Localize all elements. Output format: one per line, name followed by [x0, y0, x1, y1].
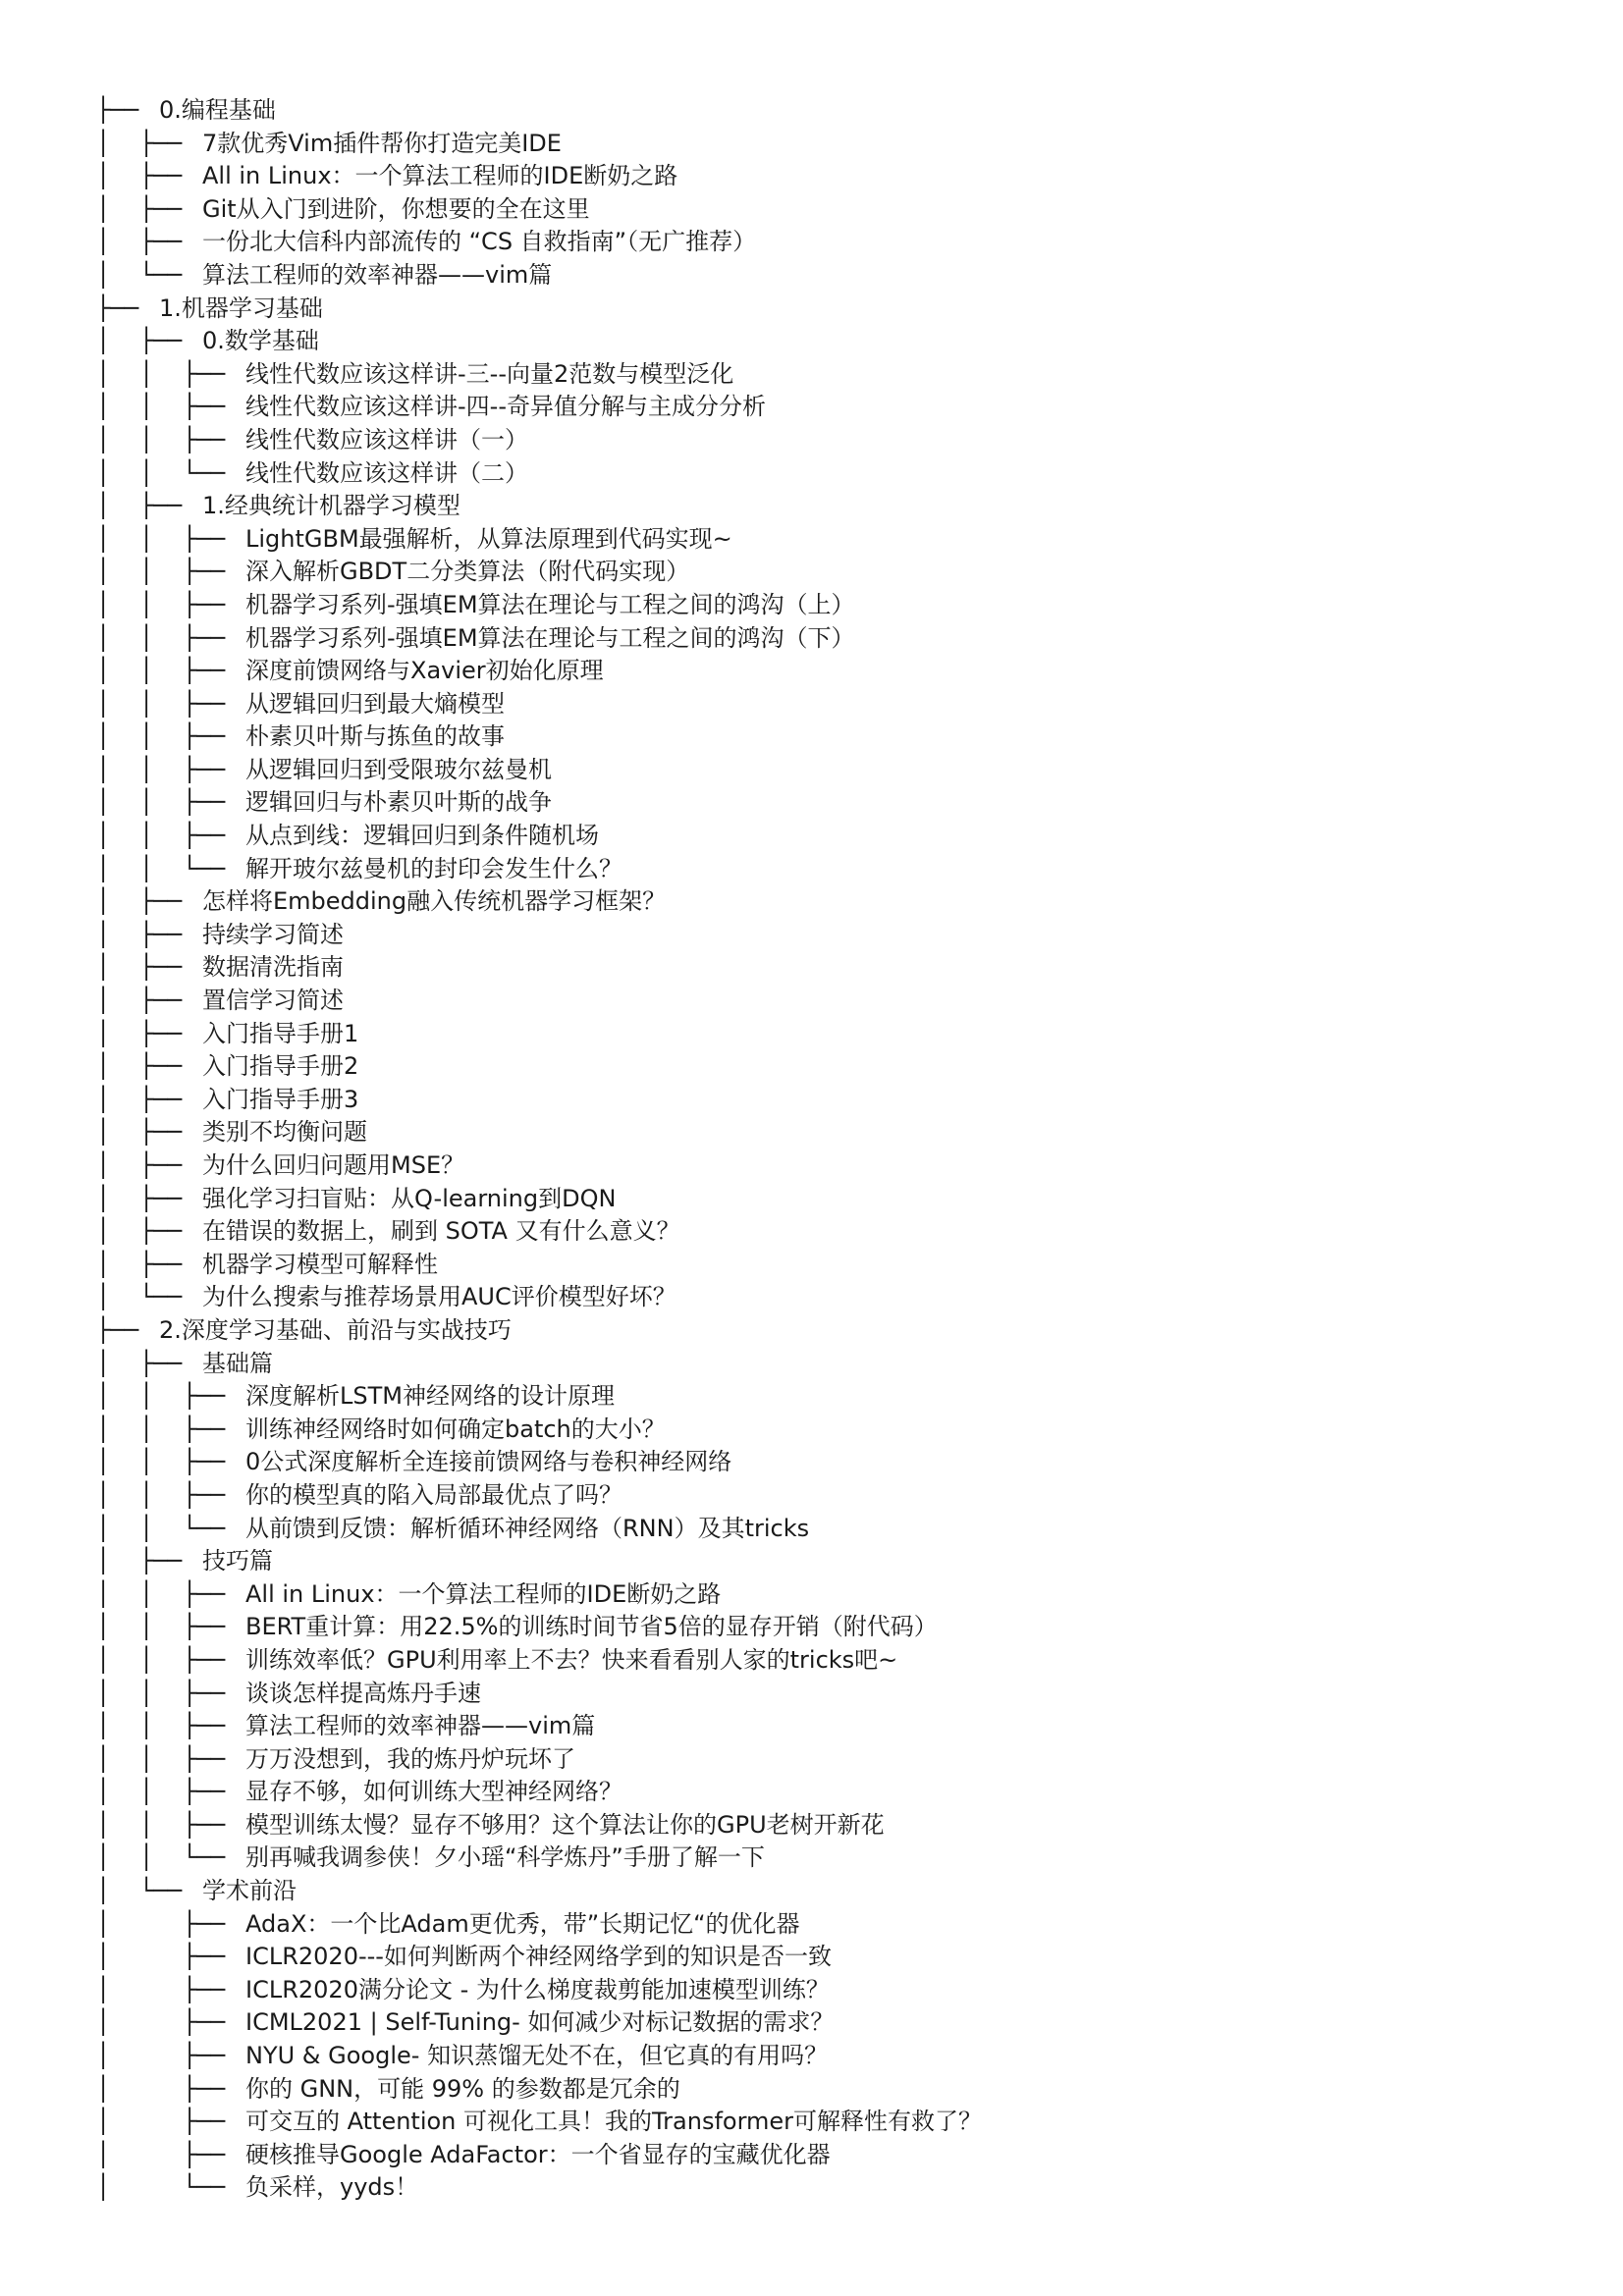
- tree-connector: ├──: [139, 1349, 183, 1377]
- tree-item-label: BERT重计算：用22.5%的训练时间节省5倍的显存开销（附代码）: [245, 1613, 938, 1641]
- tree-connector: ├──: [183, 1975, 226, 2003]
- tree-item: [96, 985, 1569, 1018]
- tree-connector: └──: [183, 854, 226, 882]
- tree-item: [96, 2106, 1569, 2139]
- tree-item-label: 入门指导手册2: [202, 1052, 359, 1081]
- tree-connector: └──: [139, 260, 183, 289]
- tree-connector: ├──: [183, 2108, 226, 2136]
- tree-item: [96, 391, 1569, 424]
- tree-item-label: 逻辑回归与朴素贝叶斯的战争: [245, 788, 552, 817]
- tree-item: [96, 655, 1569, 688]
- tree-guide-line: │: [139, 722, 154, 751]
- tree-item: [96, 1809, 1569, 1842]
- tree-guide-line: │: [139, 788, 154, 817]
- tree-item-label: 从前馈到反馈：解析循环神经网络（RNN）及其tricks: [245, 1514, 810, 1542]
- tree-item-label: 机器学习模型可解释性: [202, 1250, 438, 1278]
- tree-guide-line: │: [96, 1448, 111, 1476]
- tree-item-label: 可交互的 Attention 可视化工具！我的Transformer可解释性有救了？: [245, 2108, 983, 2136]
- tree-item-label: 解开玻尔兹曼机的封印会发生什么？: [245, 854, 622, 882]
- tree-item-label: 为什么搜索与推荐场景用AUC评价模型好坏？: [202, 1283, 676, 1311]
- tree-guide-line: │: [96, 1744, 111, 1773]
- tree-guide-line: │: [96, 194, 111, 223]
- tree-item: [96, 1281, 1569, 1314]
- tree-guide-line: │: [96, 1877, 111, 1905]
- tree-connector: ├──: [139, 920, 183, 948]
- tree-item-label: 从逻辑回归到受限玻尔兹曼机: [245, 755, 552, 783]
- tree-section: [96, 1314, 1569, 1348]
- tree-item-label: 训练效率低？GPU利用率上不去？快来看看别人家的tricks吧~: [245, 1645, 898, 1674]
- tree-guide-line: │: [96, 1415, 111, 1443]
- tree-guide-line: │: [139, 558, 154, 586]
- tree-connector: ├──: [139, 1217, 183, 1246]
- tree-item: [96, 721, 1569, 754]
- tree-item-label: 一份北大信科内部流传的 “CS 自救指南”（无广推荐）: [202, 228, 757, 256]
- tree-connector: ├──: [183, 2140, 226, 2168]
- tree-section: [96, 293, 1569, 326]
- tree-guide-line: │: [96, 1480, 111, 1509]
- tree-connector: ├──: [183, 1712, 226, 1740]
- tree-guide-line: │: [139, 755, 154, 783]
- tree-guide-line: │: [96, 1613, 111, 1641]
- tree-guide-line: │: [96, 1943, 111, 1971]
- tree-guide-line: │: [139, 425, 154, 454]
- tree-item-label: LightGBM最强解析，从算法原理到代码实现~: [245, 524, 732, 553]
- tree-item-label: Git从入门到进阶，你想要的全在这里: [202, 194, 590, 223]
- tree-item-label: 7款优秀Vim插件帮你打造完美IDE: [202, 129, 562, 157]
- tree-item-label: 类别不均衡问题: [202, 1118, 367, 1147]
- tree-item: [96, 885, 1569, 919]
- tree-connector: ├──: [139, 953, 183, 982]
- tree-guide-line: │: [96, 1118, 111, 1147]
- tree-item-label: 为什么回归问题用MSE？: [202, 1151, 465, 1179]
- tree-connector: ├──: [96, 294, 139, 322]
- tree-item: [96, 1348, 1569, 1381]
- tree-guide-line: │: [96, 359, 111, 388]
- tree-connector: ├──: [183, 1645, 226, 1674]
- tree-connector: ├──: [96, 1315, 139, 1344]
- tree-guide-line: │: [96, 1679, 111, 1707]
- tree-connector: ├──: [183, 1943, 226, 1971]
- tree-guide-line: │: [96, 1052, 111, 1081]
- tree-item-label: All in Linux：一个算法工程师的IDE断奶之路: [245, 1579, 722, 1608]
- tree-item: [96, 1215, 1569, 1249]
- tree-guide-line: │: [96, 260, 111, 289]
- tree-connector: ├──: [183, 1448, 226, 1476]
- tree-guide-line: │: [96, 1151, 111, 1179]
- tree-item: [96, 820, 1569, 853]
- tree-guide-line: │: [96, 623, 111, 652]
- tree-connector: ├──: [183, 1382, 226, 1411]
- tree-item-label: ICLR2020满分论文 - 为什么梯度裁剪能加速模型训练？: [245, 1975, 830, 2003]
- tree-connector: ├──: [183, 524, 226, 553]
- tree-item-label: 技巧篇: [202, 1547, 273, 1575]
- tree-guide-line: │: [96, 129, 111, 157]
- tree-item: [96, 2006, 1569, 2040]
- tree-item-label: 机器学习系列-强填EM算法在理论与工程之间的鸿沟（下）: [245, 623, 855, 652]
- tree-connector: ├──: [139, 228, 183, 256]
- tree-connector: ├──: [139, 1019, 183, 1047]
- tree-item-label: 1.经典统计机器学习模型: [202, 492, 460, 520]
- tree-item-label: ICML2021 | Self-Tuning- 如何减少对标记数据的需求？: [245, 2008, 835, 2037]
- tree-guide-line: │: [96, 590, 111, 618]
- tree-connector: ├──: [139, 887, 183, 916]
- tree-item: [96, 1116, 1569, 1149]
- tree-guide-line: │: [96, 887, 111, 916]
- tree-item: [96, 1149, 1569, 1183]
- tree-connector: ├──: [183, 558, 226, 586]
- tree-connector: ├──: [183, 1810, 226, 1839]
- tree-guide-line: │: [139, 689, 154, 718]
- tree-item-label: 在错误的数据上，刷到 SOTA 又有什么意义？: [202, 1217, 680, 1246]
- tree-guide-line: │: [96, 1217, 111, 1246]
- tree-connector: ├──: [183, 2008, 226, 2037]
- tree-guide-line: │: [139, 1778, 154, 1806]
- tree-guide-line: │: [96, 657, 111, 685]
- tree-guide-line: │: [96, 1085, 111, 1113]
- tree-guide-line: │: [139, 359, 154, 388]
- tree-item: [96, 523, 1569, 557]
- tree-guide-line: │: [96, 1547, 111, 1575]
- tree-item: [96, 1678, 1569, 1711]
- tree-guide-line: │: [139, 1448, 154, 1476]
- tree-connector: ├──: [183, 722, 226, 751]
- tree-item: [96, 919, 1569, 952]
- tree-item-label: 硬核推导Google AdaFactor：一个省显存的宝藏优化器: [245, 2140, 831, 2168]
- tree-connector: ├──: [183, 755, 226, 783]
- tree-item: [96, 325, 1569, 358]
- tree-item: [96, 1611, 1569, 1644]
- tree-connector: ├──: [139, 1151, 183, 1179]
- tree-item: [96, 853, 1569, 886]
- tree-item: [96, 259, 1569, 293]
- tree-item-label: 怎样将Embedding融入传统机器学习框架？: [202, 887, 667, 916]
- tree-item: [96, 786, 1569, 820]
- tree-connector: └──: [183, 2173, 226, 2202]
- tree-connector: ├──: [183, 623, 226, 652]
- tree-item: [96, 589, 1569, 622]
- tree-item: [96, 688, 1569, 721]
- tree-item: [96, 2040, 1569, 2073]
- tree-guide-line: │: [96, 1909, 111, 1938]
- tree-connector: ├──: [183, 657, 226, 685]
- tree-item: [96, 128, 1569, 161]
- tree-connector: ├──: [139, 1118, 183, 1147]
- tree-item: [96, 754, 1569, 787]
- tree-guide-line: │: [96, 2173, 111, 2202]
- tree-item: [96, 1084, 1569, 1117]
- tree-item-label: 从点到线：逻辑回归到条件随机场: [245, 822, 599, 850]
- tree-guide-line: │: [96, 2108, 111, 2136]
- tree-guide-line: │: [139, 657, 154, 685]
- tree-connector: ├──: [139, 162, 183, 190]
- tree-item-label: 置信学习简述: [202, 987, 344, 1015]
- tree-guide-line: │: [139, 458, 154, 487]
- tree-item-label: 朴素贝叶斯与拣鱼的故事: [245, 722, 505, 751]
- tree-guide-line: │: [96, 788, 111, 817]
- tree-item: [96, 358, 1569, 392]
- tree-item-label: 深度解析LSTM神经网络的设计原理: [245, 1382, 615, 1411]
- tree-item-label: 机器学习系列-强填EM算法在理论与工程之间的鸿沟（上）: [245, 590, 855, 618]
- tree-connector: ├──: [139, 327, 183, 355]
- tree-item: [96, 1908, 1569, 1942]
- tree-item-label: 线性代数应该这样讲-四--奇异值分解与主成分分析: [245, 393, 766, 421]
- tree-guide-line: │: [96, 953, 111, 982]
- tree-item-label: 入门指导手册3: [202, 1085, 359, 1113]
- tree-guide-line: │: [96, 1349, 111, 1377]
- tree-item-label: 2.深度学习基础、前沿与实战技巧: [159, 1315, 512, 1344]
- tree-connector: └──: [183, 458, 226, 487]
- tree-item-label: 数据清洗指南: [202, 953, 344, 982]
- tree-guide-line: │: [96, 822, 111, 850]
- tree-connector: ├──: [183, 590, 226, 618]
- tree-connector: ├──: [183, 1909, 226, 1938]
- tree-guide-line: │: [139, 623, 154, 652]
- tree-item: [96, 1414, 1569, 1447]
- tree-connector: ├──: [139, 1052, 183, 1081]
- tree-connector: ├──: [183, 822, 226, 850]
- tree-item-label: 深入解析GBDT二分类算法（附代码实现）: [245, 558, 690, 586]
- tree-guide-line: │: [96, 1810, 111, 1839]
- tree-connector: ├──: [183, 1679, 226, 1707]
- tree-connector: └──: [183, 1843, 226, 1872]
- tree-item-label: 你的 GNN，可能 99% 的参数都是冗余的: [245, 2074, 680, 2103]
- tree-item-label: 线性代数应该这样讲（二）: [245, 458, 528, 487]
- tree-guide-line: │: [96, 2008, 111, 2037]
- tree-connector: ├──: [183, 1613, 226, 1641]
- tree-connector: └──: [183, 1514, 226, 1542]
- tree-guide-line: │: [139, 854, 154, 882]
- tree-item-label: 0.编程基础: [159, 96, 276, 124]
- tree-guide-line: │: [139, 1744, 154, 1773]
- tree-item-label: 1.机器学习基础: [159, 294, 323, 322]
- tree-guide-line: │: [139, 1382, 154, 1411]
- tree-item: [96, 1941, 1569, 1974]
- tree-item: [96, 490, 1569, 523]
- tree-connector: ├──: [183, 689, 226, 718]
- tree-guide-line: │: [139, 1679, 154, 1707]
- tree-guide-line: │: [139, 1579, 154, 1608]
- tree-item: [96, 1446, 1569, 1479]
- tree-item: [96, 1710, 1569, 1743]
- tree-item: [96, 2139, 1569, 2172]
- tree-item: [96, 226, 1569, 259]
- tree-guide-line: │: [139, 822, 154, 850]
- tree-item: [96, 1018, 1569, 1051]
- tree-item: [96, 1513, 1569, 1546]
- tree-connector: ├──: [139, 492, 183, 520]
- tree-item: [96, 193, 1569, 227]
- tree-item-label: 负采样，yyds！: [245, 2173, 419, 2202]
- tree-item-label: 你的模型真的陷入局部最优点了吗？: [245, 1480, 622, 1509]
- tree-item: [96, 1644, 1569, 1678]
- tree-item: [96, 1578, 1569, 1612]
- tree-guide-line: │: [96, 228, 111, 256]
- tree-item-label: 万万没想到，我的炼丹炉玩坏了: [245, 1744, 575, 1773]
- tree-item-label: NYU & Google- 知识蒸馏无处不在，但它真的有用吗？: [245, 2042, 829, 2070]
- tree-item-label: 线性代数应该这样讲（一）: [245, 425, 528, 454]
- tree-guide-line: │: [96, 722, 111, 751]
- tree-guide-line: │: [139, 1415, 154, 1443]
- tree-guide-line: │: [96, 1019, 111, 1047]
- tree-connector: ├──: [139, 194, 183, 223]
- tree-item: [96, 1183, 1569, 1216]
- tree-item: [96, 1050, 1569, 1084]
- tree-guide-line: │: [96, 2074, 111, 2103]
- tree-item-label: 训练神经网络时如何确定batch的大小？: [245, 1415, 666, 1443]
- tree-connector: └──: [139, 1877, 183, 1905]
- tree-item-label: 入门指导手册1: [202, 1019, 359, 1047]
- tree-guide-line: │: [96, 458, 111, 487]
- tree-guide-line: │: [96, 1514, 111, 1542]
- tree-guide-line: │: [96, 1250, 111, 1278]
- tree-item: [96, 1743, 1569, 1777]
- tree-guide-line: │: [139, 1514, 154, 1542]
- tree-connector: ├──: [96, 96, 139, 124]
- tree-connector: ├──: [139, 1085, 183, 1113]
- tree-item-label: ICLR2020---如何判断两个神经网络学到的知识是否一致: [245, 1943, 832, 1971]
- tree-guide-line: │: [96, 1712, 111, 1740]
- tree-guide-line: │: [96, 2140, 111, 2168]
- tree-guide-line: │: [96, 558, 111, 586]
- tree-item: [96, 457, 1569, 491]
- tree-guide-line: │: [139, 1645, 154, 1674]
- tree-guide-line: │: [96, 755, 111, 783]
- tree-connector: ├──: [183, 1480, 226, 1509]
- tree-item-label: 算法工程师的效率神器——vim篇: [245, 1712, 596, 1740]
- tree-guide-line: │: [96, 327, 111, 355]
- tree-guide-line: │: [139, 590, 154, 618]
- tree-item: [96, 1875, 1569, 1908]
- tree-guide-line: │: [96, 1579, 111, 1608]
- directory-tree: [96, 94, 1569, 2205]
- tree-item-label: 模型训练太慢？显存不够用？这个算法让你的GPU老树开新花: [245, 1810, 885, 1839]
- tree-guide-line: │: [96, 689, 111, 718]
- tree-guide-line: │: [139, 393, 154, 421]
- tree-item-label: AdaX：一个比Adam更优秀，带”长期记忆“的优化器: [245, 1909, 800, 1938]
- tree-guide-line: │: [139, 1843, 154, 1872]
- tree-item-label: 谈谈怎样提高炼丹手速: [245, 1679, 481, 1707]
- tree-guide-line: │: [96, 393, 111, 421]
- tree-item: [96, 622, 1569, 656]
- tree-guide-line: │: [96, 162, 111, 190]
- tree-item-label: 持续学习简述: [202, 920, 344, 948]
- tree-guide-line: │: [96, 2042, 111, 2070]
- tree-item-label: All in Linux：一个算法工程师的IDE断奶之路: [202, 162, 678, 190]
- tree-item: [96, 1545, 1569, 1578]
- tree-connector: ├──: [183, 425, 226, 454]
- tree-guide-line: │: [96, 1843, 111, 1872]
- tree-guide-line: │: [96, 425, 111, 454]
- tree-section: [96, 94, 1569, 128]
- tree-connector: ├──: [183, 1579, 226, 1608]
- tree-guide-line: │: [96, 1975, 111, 2003]
- tree-item: [96, 2073, 1569, 2107]
- tree-guide-line: │: [96, 524, 111, 553]
- tree-item-label: 线性代数应该这样讲-三--向量2范数与模型泛化: [245, 359, 734, 388]
- tree-item-label: 算法工程师的效率神器——vim篇: [202, 260, 553, 289]
- tree-item-label: 别再喊我调参侠！夕小瑶“科学炼丹”手册了解一下: [245, 1843, 765, 1872]
- tree-item-label: 学术前沿: [202, 1877, 297, 1905]
- tree-item-label: 基础篇: [202, 1349, 273, 1377]
- tree-guide-line: │: [96, 920, 111, 948]
- tree-guide-line: │: [139, 1712, 154, 1740]
- tree-item: [96, 160, 1569, 193]
- tree-item-label: 从逻辑回归到最大熵模型: [245, 689, 505, 718]
- tree-item-label: 深度前馈网络与Xavier初始化原理: [245, 657, 604, 685]
- tree-guide-line: │: [139, 1810, 154, 1839]
- tree-item-label: 强化学习扫盲贴：从Q-learning到DQN: [202, 1184, 617, 1212]
- tree-item-label: 0公式深度解析全连接前馈网络与卷积神经网络: [245, 1448, 732, 1476]
- tree-connector: ├──: [183, 2042, 226, 2070]
- tree-connector: ├──: [183, 1744, 226, 1773]
- tree-guide-line: │: [96, 492, 111, 520]
- tree-guide-line: │: [139, 1613, 154, 1641]
- tree-guide-line: │: [96, 1184, 111, 1212]
- tree-connector: └──: [139, 1283, 183, 1311]
- tree-guide-line: │: [96, 987, 111, 1015]
- tree-guide-line: │: [96, 854, 111, 882]
- tree-connector: ├──: [139, 1547, 183, 1575]
- tree-item: [96, 556, 1569, 589]
- tree-connector: ├──: [183, 393, 226, 421]
- tree-guide-line: │: [96, 1382, 111, 1411]
- tree-item: [96, 1974, 1569, 2007]
- tree-item: [96, 1776, 1569, 1809]
- tree-connector: ├──: [139, 987, 183, 1015]
- tree-item: [96, 951, 1569, 985]
- tree-item: [96, 1380, 1569, 1414]
- tree-connector: ├──: [183, 2074, 226, 2103]
- tree-item: [96, 1249, 1569, 1282]
- tree-connector: ├──: [183, 1415, 226, 1443]
- tree-connector: ├──: [139, 129, 183, 157]
- tree-connector: ├──: [183, 1778, 226, 1806]
- tree-item-label: 0.数学基础: [202, 327, 319, 355]
- tree-item: [96, 1479, 1569, 1513]
- tree-guide-line: │: [96, 1778, 111, 1806]
- tree-connector: ├──: [139, 1184, 183, 1212]
- tree-guide-line: │: [96, 1283, 111, 1311]
- tree-item-label: 显存不够，如何训练大型神经网络？: [245, 1778, 622, 1806]
- tree-guide-line: │: [139, 524, 154, 553]
- tree-item: [96, 2171, 1569, 2205]
- tree-guide-line: │: [96, 1645, 111, 1674]
- tree-connector: ├──: [139, 1250, 183, 1278]
- tree-item: [96, 1842, 1569, 1875]
- tree-item: [96, 424, 1569, 457]
- tree-connector: ├──: [183, 359, 226, 388]
- tree-connector: ├──: [183, 788, 226, 817]
- tree-guide-line: │: [139, 1480, 154, 1509]
